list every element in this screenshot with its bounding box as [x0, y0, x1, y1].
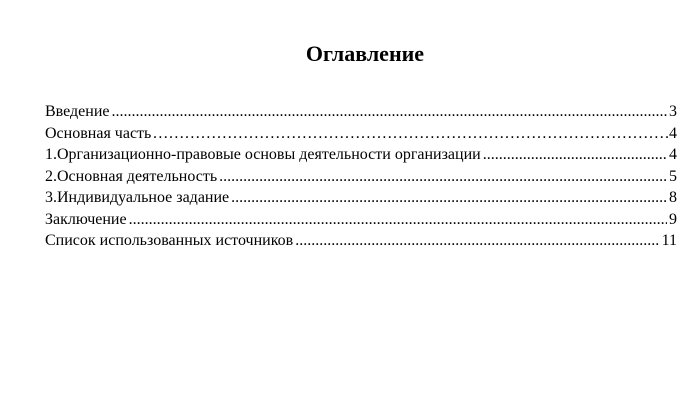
toc-entry-page: 5 [669, 167, 677, 185]
toc-entry-page: 4 [669, 124, 677, 142]
toc-entry-label: Основная часть [45, 124, 152, 142]
toc-entry-label: 1.Организационно-правовые основы деятельности организации [45, 146, 481, 163]
toc-entry-section-3 [45, 187, 677, 209]
toc-dot-leader [112, 101, 668, 123]
toc-entry-page: 3 [669, 103, 677, 120]
toc-dot-leader [152, 123, 669, 145]
toc-entry-main-part [45, 123, 677, 145]
toc-entry-page: 9 [669, 210, 677, 228]
toc-entry-label: Введение [45, 103, 110, 120]
toc-dot-leader [129, 209, 667, 231]
toc-dot-leader [295, 230, 659, 252]
table-of-contents [45, 101, 677, 252]
toc-entry-references [45, 230, 677, 252]
toc-entry-section-1 [45, 144, 677, 166]
toc-entry-section-2 [45, 166, 677, 188]
toc-entry-label: Заключение [45, 210, 127, 228]
toc-dot-leader [483, 144, 667, 166]
toc-title: Оглавление [305, 41, 425, 66]
toc-entry-label: Список использованных источников [45, 232, 294, 249]
toc-entry-conclusion [45, 209, 677, 231]
toc-entry-introduction [45, 101, 677, 123]
toc-dot-leader [219, 166, 667, 188]
toc-entry-page: 8 [669, 189, 677, 206]
toc-entry-page: 11 [661, 232, 677, 249]
toc-entry-label: 2.Основная деятельность [45, 167, 218, 185]
toc-dot-leader [231, 187, 667, 209]
toc-entry-page: 4 [669, 146, 677, 163]
toc-entry-label: 3.Индивидуальное задание [45, 189, 230, 206]
